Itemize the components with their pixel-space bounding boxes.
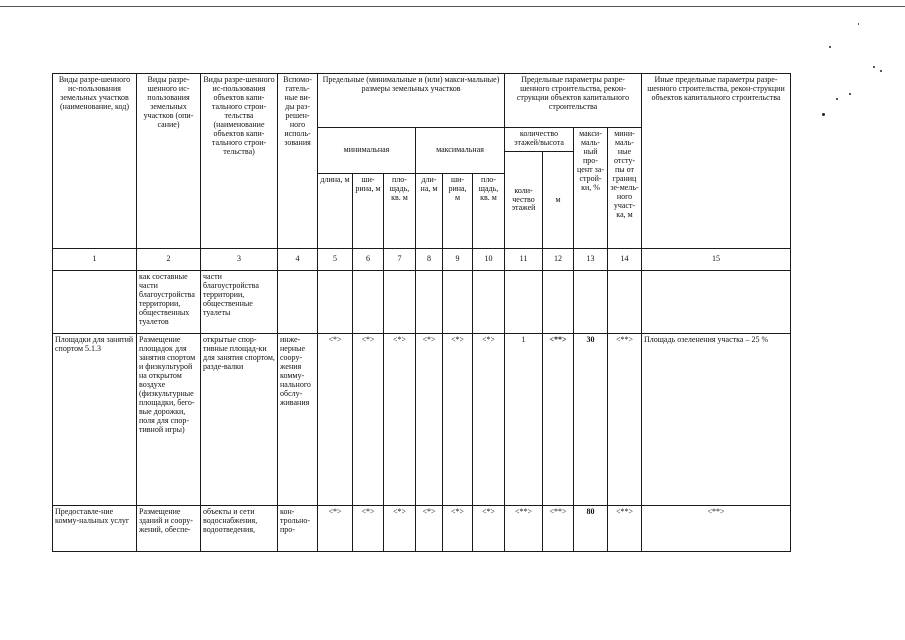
col-number: 5: [318, 249, 353, 271]
header-min: минимальная: [318, 128, 416, 174]
header-max: максимальная: [416, 128, 505, 174]
row-value: <**>: [505, 506, 543, 552]
row-value: <**>: [608, 506, 642, 552]
row-value: <*>: [443, 506, 473, 552]
header-max-pct: макси-маль-ный про-цент за-строй-ки, %: [574, 128, 608, 249]
header-min-area: пло-щадь, кв. м: [384, 174, 416, 249]
col-number: 10: [473, 249, 505, 271]
row-auxiliary: кон-трольно-про-: [278, 506, 318, 552]
col-number: 11: [505, 249, 543, 271]
row-value: [505, 271, 543, 334]
row-value: <*>: [384, 334, 416, 506]
row-use-name: Предоставле-ние комму-нальных услуг: [53, 506, 137, 552]
row-use-description: Размещение зданий и соору-жений, обеспе-: [137, 506, 201, 552]
row-value: 30: [574, 334, 608, 506]
row-value: [443, 271, 473, 334]
header-col1: Виды разре-шенного ис-пользования земельных участков (наименование, код): [53, 74, 137, 249]
col-number: 14: [608, 249, 642, 271]
scan-speck: [836, 98, 838, 100]
header-floors-height: количество этажей/высота: [505, 128, 574, 152]
table-row: [53, 271, 791, 334]
header-col4: Вспомо-гатель-ные ви-ды раз-решен-ного исполь-зования: [278, 74, 318, 249]
scan-speck: [849, 93, 851, 95]
row-value: [543, 271, 574, 334]
col-number: 4: [278, 249, 318, 271]
row-value: [608, 271, 642, 334]
col-number: 9: [443, 249, 473, 271]
header-max-length: дли-на, м: [416, 174, 443, 249]
column-number-row: [53, 249, 791, 271]
col-number: 13: [574, 249, 608, 271]
header-col15: Иные предельные параметры разре-шенного строительства, рекон-струкции объектов капитального строительства: [642, 74, 791, 249]
header-params-group: Предельные параметры разре-шенного строительства, рекон-струкции объектов капитального строительства: [505, 74, 642, 128]
scan-speck: [829, 46, 831, 48]
row-use-description: Размещение площадок для занятия спортом и физкультурой на открытом воздухе (физкультурные площадки, бего-вые дорожки, поля для спор-тивной игры): [137, 334, 201, 506]
row-value: [416, 271, 443, 334]
page-top-border: [0, 6, 905, 7]
header-col3: Виды разре-шенного ис-пользования объектов капи-тального строи-тельства (наименование объектов капи-тального строи-тельства): [201, 74, 278, 249]
row-objects: объекты и сети водоснабжения, водоотведения,: [201, 506, 278, 552]
scan-speck: [822, 113, 825, 116]
row-value: <*>: [384, 506, 416, 552]
row-use-description: как составные части благоустройства территории, общественных туалетов: [137, 271, 201, 334]
col-number: 2: [137, 249, 201, 271]
header-size-group: Предельные (минимальные и (или) макси-мальные) размеры земельных участков: [318, 74, 505, 128]
table-row: [53, 334, 791, 506]
header-meters: м: [543, 152, 574, 249]
row-value: [384, 271, 416, 334]
row-other-params: Площадь озеленения участка – 25 %: [642, 334, 791, 506]
row-value: <*>: [473, 334, 505, 506]
row-value: <*>: [318, 334, 353, 506]
row-auxiliary: инже-нерные соору-жения комму-нального обслу-живания: [278, 334, 318, 506]
row-value: <**>: [608, 334, 642, 506]
col-number: 1: [53, 249, 137, 271]
row-value: <*>: [416, 334, 443, 506]
col-number: 6: [353, 249, 384, 271]
row-value: <**>: [543, 506, 574, 552]
row-objects: открытые спор-тивные площад-ки для занятия спортом, разде-валки: [201, 334, 278, 506]
row-value: <**>: [543, 334, 574, 506]
row-value: <*>: [353, 334, 384, 506]
row-other-params: [642, 271, 791, 334]
row-use-name: Площадки для занятий спортом 5.1.3: [53, 334, 137, 506]
col-number: 12: [543, 249, 574, 271]
row-value: [318, 271, 353, 334]
row-use-name: [53, 271, 137, 334]
row-value: <*>: [416, 506, 443, 552]
col-number: 7: [384, 249, 416, 271]
header-max-width: ши-рина, м: [443, 174, 473, 249]
header-min-length: длина, м: [318, 174, 353, 249]
row-value: 1: [505, 334, 543, 506]
scan-speck: [880, 70, 882, 72]
row-value: [574, 271, 608, 334]
scan-speck: [858, 23, 859, 25]
scan-speck: [873, 66, 875, 68]
row-value: 80: [574, 506, 608, 552]
header-row-1: [53, 74, 791, 128]
col-number: 8: [416, 249, 443, 271]
header-max-area: пло-щадь, кв. м: [473, 174, 505, 249]
row-value: <*>: [353, 506, 384, 552]
header-col2: Виды разре-шенного ис-пользования земельных участков (опи-сание): [137, 74, 201, 249]
row-auxiliary: [278, 271, 318, 334]
header-min-width: ши-рина, м: [353, 174, 384, 249]
table-row: [53, 506, 791, 552]
land-use-regulations-table: [52, 73, 791, 552]
header-floors: коли-чество этажей: [505, 152, 543, 249]
row-value: [353, 271, 384, 334]
row-value: [473, 271, 505, 334]
header-min-setback: мини-маль-ные отсту-пы от границ зе-мель-ного участ-ка, м: [608, 128, 642, 249]
row-value: <*>: [443, 334, 473, 506]
col-number: 3: [201, 249, 278, 271]
row-objects: части благоустройства территории, общественные туалеты: [201, 271, 278, 334]
row-value: <*>: [318, 506, 353, 552]
row-value: <*>: [473, 506, 505, 552]
col-number: 15: [642, 249, 791, 271]
row-other-params: <**>: [642, 506, 791, 552]
